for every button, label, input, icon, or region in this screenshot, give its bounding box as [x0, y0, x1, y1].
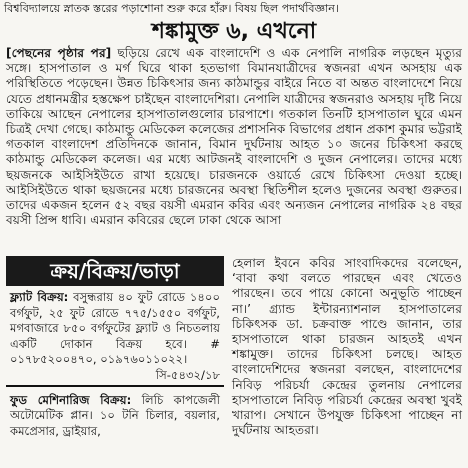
classified-ad-flat [6, 286, 224, 368]
ad-text: লিচি কাপজেলী অটোমেটিক প্লান। ১০ টনি চিলার, বয়লার, কমপ্রেসার, ড্রাইয়ার, [10, 392, 221, 438]
ad-title: ফ্ল্যাট বিক্রয়: [10, 290, 69, 304]
article-body [6, 46, 462, 228]
previous-article-line: বিশ্ববিদ্যালয়ে স্নাতক স্তরের পড়াশোনা শুরু করে হাঁরু। বিষয় ছিল পদার্থবিজ্ঞান। [4, 2, 339, 15]
article-text: ছড়িয়ে রেখে এক বাংলাদেশি ও এক নেপালি নাগরিক লড়ছেন মৃত্যুর সঙ্গে। হাসপাতাল ও মর্গ ঘিরে থাকা হতভাগা বিমানযাত্রীদের স্বজনরা এখন অসহায় এক পরিস্থিতিতে পড়েছেন। উন্নত চিকিৎসার জন্য কাঠমান্ডুর বাইরে নিতে বা অন্তত বাংলাদেশে নিয়ে যেতে প্রধানমন্ত্রীর হস্তক্ষেপ চাইছেন বাংলাদেশিরা। নেপালি যাত্রীদের স্বজনরাও অসহায় দৃষ্টি নিয়ে তাকিয়ে আছেন নেপালের হাসপাতালগুলোর চারপাশে। গতকাল তিনটি হাসপাতাল ঘুরে এমন চিত্রই দেখা গেছে। কাঠমান্ডু মেডিকেল কলেজের প্রশাসনিক বিভাগের প্রধান প্রকাশ কুমার ভট্টরাই গতকাল বাংলাদেশ প্রতিদিনকে জানান, বিমান দুর্ঘটনায় আহত ১০ জনের চিকিৎসা করছে কাঠমান্ডু মেডিকেল কলেজ। এর মধ্যে আটজনই বাংলাদেশি ও দুজন নেপালের। তাদের মধ্যে ছয়জনকে আইসিইউতে রাখা হয়েছে। চারজনকে ওয়ার্ডে রেখে চিকিৎসা দেওয়া হচ্ছে। আইসিইউতে থাকা ছয়জনের মধ্যে চারজনের অবস্থা স্থিতিশীল হলেও দুজনের অবস্থা গুরুতর। তাদের একজন হলেন ৫২ বছর বয়সী এমরান কবির এবং অন্যজন নেপালের নাগরিক ২৪ বছর বয়সী প্রিন্স ধাবি। এমরান কবিরের ছেলে ঢাকা থেকে আসা [6, 46, 463, 228]
ad-code: সি-৫৪৩২/১৮ [155, 367, 220, 382]
classified-section [6, 256, 224, 439]
ad-text: বসুন্ধরায় ৪০ ফুট রোডে ১৪০০ বর্গফুট, ২৫ ফুট রোডে ৭৭৫/১৫৫০ বর্গফুট, মগবাজারে ৮৫০ বর্গফুটের ফ্ল্যাট ও নিচতলায় একটি দোকান বিক্রয় হবে। # ০১৭৮৫২০০৪৭০, ০১৯৭৬০১১০২২। [10, 290, 221, 366]
headline: শঙ্কামুক্ত ৬, এখনো [151, 19, 317, 44]
classified-header: ক্রয়/বিক্রয়/ভাড়া [6, 256, 224, 286]
ad-title: ফুড মেশিনারিজ বিক্রয়: [10, 392, 132, 407]
ad-divider [6, 385, 224, 387]
continued-from-label: [পেছনের পৃষ্ঠার পর] [6, 46, 112, 60]
article-paragraph [6, 46, 462, 228]
article-text: হেলাল ইবনে কবির সাংবাদিকদের বলেছেন, ‘বাবা কথা বলতে পারছেন এবং খেতেও পারছেন। তবে পায়ে কোনো অনুভূতি পাচ্ছেন না।’ গ্র্যান্ড ইন্টারন্যাশনাল হাসপাতালের চিকিৎসক ডা. চক্রবাক্ত পাণ্ডে জানান, তার হাসপাতালে থাকা চারজন আহতই এখন শঙ্কামুক্ত। তাদের চিকিৎসা চলছে। আহত বাংলাদেশিদের স্বজনরা বলছেন, বাংলাদেশের নিবিড় পরিচর্যা কেন্দ্রের তুলনায় নেপালের হাসপাতালে নিবিড় পরিচর্যা কেন্দ্রের অবস্থা খুবই খারাপ। সেখানে উপযুক্ত চিকিৎসা পাচ্ছেন না দুর্ঘটনায় আহতরা। [232, 256, 462, 438]
classified-ad-machinery [6, 389, 224, 440]
article-body-continued [232, 256, 462, 438]
